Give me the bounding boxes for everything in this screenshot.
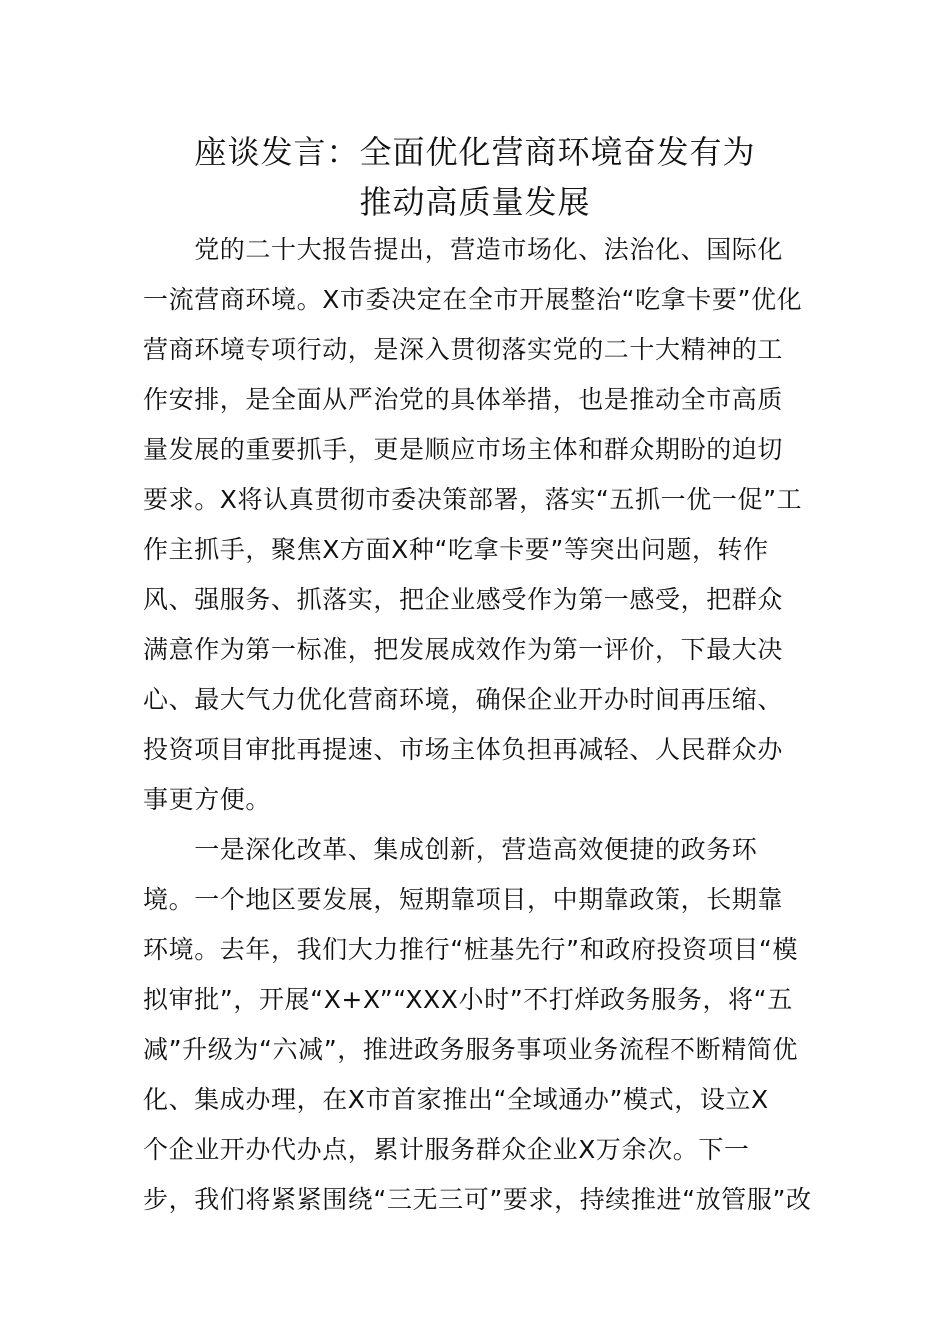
paragraph-2-line: 一是深化改革、集成创新，营造高效便捷的政务环	[143, 835, 758, 864]
paragraph-1-line: 营商环境专项行动，是深入贯彻落实党的二十大精神的工	[143, 335, 784, 364]
paragraph-1-line: 满意作为第一标准，把发展成效作为第一评价，下最大决	[143, 635, 784, 664]
paragraph-1-line: 作安排，是全面从严治党的具体举措，也是推动全市高质	[143, 385, 784, 414]
paragraph-2-line: 化、集成办理，在X市首家推出“全域通办”模式，设立X	[143, 1085, 769, 1114]
paragraph-1-line: 事更方便。	[143, 785, 272, 814]
paragraph-2-line: 步，我们将紧紧围绕“三无三可”要求，持续推进“放管服”改	[143, 1185, 812, 1214]
paragraph-1-line: 一流营商环境。X市委决定在全市开展整治“吃拿卡要”优化	[143, 285, 803, 314]
paragraph-1-line: 量发展的重要抓手，更是顺应市场主体和群众期盼的迫切	[143, 435, 784, 464]
paragraph-2-line: 境。一个地区要发展，短期靠项目，中期靠政策，长期靠	[143, 885, 784, 914]
document-title-line-2: 推动高质量发展	[359, 183, 591, 221]
paragraph-1-line: 投资项目审批再提速、市场主体负担再减轻、人民群众办	[143, 735, 784, 764]
paragraph-1-line: 要求。X将认真贯彻市委决策部署，落实“五抓一优一促”工	[143, 485, 803, 514]
paragraph-2-line: 环境。去年，我们大力推行“桩基先行”和政府投资项目“模	[143, 935, 799, 964]
paragraph-1-line: 党的二十大报告提出，营造市场化、法治化、国际化	[143, 235, 784, 264]
paragraph-2-line: 拟审批”，开展“X+X”“XXX小时”不打烊政务服务，将“五	[143, 985, 793, 1014]
paragraph-1-line: 风、强服务、抓落实，把企业感受作为第一感受，把群众	[143, 585, 784, 614]
paragraph-2-line: 减”升级为“六减”，推进政务服务事项业务流程不断精简优	[143, 1035, 799, 1064]
paragraph-1-line: 作主抓手，聚焦X方面X种“吃拿卡要”等突出问题，转作	[143, 535, 769, 564]
paragraph-1-line: 心、最大气力优化营商环境，确保企业开办时间再压缩、	[143, 685, 784, 714]
document-title-line-1: 座谈发言：全面优化营商环境奋发有为	[194, 133, 756, 171]
paragraph-2-line: 个企业开办代办点，累计服务群众企业X万余次。下一	[143, 1135, 750, 1164]
